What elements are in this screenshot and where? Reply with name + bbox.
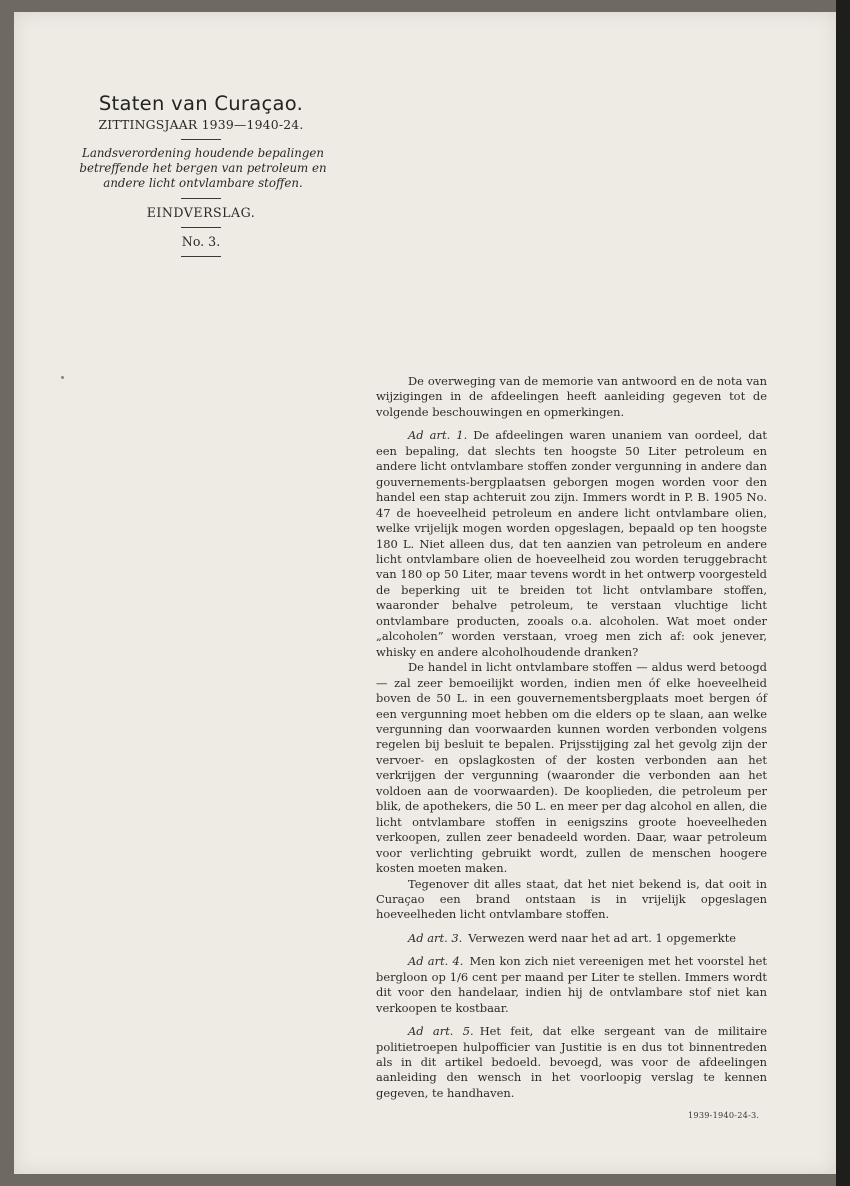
- art1-label: Ad art. 1.: [408, 428, 468, 443]
- art3-paragraph: [376, 931, 767, 946]
- art5-label: Ad art. 5.: [408, 1024, 474, 1039]
- divider-rule: [181, 256, 221, 257]
- art3-label: Ad art. 3.: [408, 930, 463, 945]
- report-body: [376, 374, 767, 1101]
- art4-paragraph: [376, 954, 767, 1016]
- art5-text: Het feit, dat elke sergeant van de militaire politietroepen hulpofficier van Justitie is en dus tot binnentreden als in dit artikel bedoeld. bevoegd, was voor de afdeelingen aanleiding den wensch in het voorloopig verslag te kennen gegeven, te handhaven.: [376, 1024, 767, 1100]
- art5-paragraph: [376, 1024, 767, 1101]
- divider-rule: [181, 139, 221, 140]
- intro-paragraph: De overweging van de memorie van antwoord en de nota van wijzigingen in de afdeelingen heeft aanleiding gegeven tot de volgende beschouwingen en opmerkingen.: [376, 374, 767, 419]
- art4-text: Men kon zich niet vereenigen met het voorstel het bergloon op 1/6 cent per maand per Liter te stellen. Immers wordt dit voor den handelaar, indien hij de ontvlambare stof niet kan verkoopen te kostbaar.: [376, 954, 767, 1015]
- art1-text: De afdeelingen waren unaniem van oordeel, dat een bepaling, dat slechts ten hoogste 50 Liter petroleum en andere licht ontvlambare stoffen zonder vergunning in andere dan gouvernements-bergplaatsen geborgen mogen worden voor den handel een stap achteruit zou zijn. Immers wordt in P. B. 1905 No. 47 de hoeveelheid petroleum en andere licht ontvlambare olien, welke vrijelijk mogen worden opgeslagen, bepaald op ten hoogste 180 L. Niet alleen dus, dat ten aanzien van petroleum en andere licht ontvlambare olien de hoeveelheid zou worden teruggebracht van 180 op 50 Liter, maar tevens wordt in het ontwerp voorgesteld de beperking uit te breiden tot licht ontvlambare stoffen, waaronder behalve petroleum, te verstaan vluchtige licht ontvlambare producten, zooals o.a. alcoholen. Wat moet onder „alcoholen” worden verstaan, vroeg men zich af: ook jenever, whisky en andere alcoholhoudende dranken?: [376, 428, 767, 659]
- art4-label: Ad art. 4.: [408, 954, 464, 969]
- art3-text: Verwezen werd naar het ad art. 1 opgemerkte: [468, 930, 737, 945]
- document-subject: Landsverordening houdende bepalingen betreffende het bergen van petroleum en andere licht ontvlambare stoffen.: [79, 146, 327, 190]
- art1-paragraph-2: De handel in licht ontvlambare stoffen — aldus werd betoogd — zal zeer bemoeilijkt worden, indien men óf elke hoeveelheid boven de 50 L. in een gouvernementsbergplaats moet bergen óf een vergunning moet hebben om die elders op te slaan, aan welke vergunning dan voorwaarden kunnen worden verbonden volgens regelen bij besluit te bepalen. Prijsstijging zal het gevolg zijn der vervoer- en opslagkosten of der kosten verbonden aan het verkrijgen der vergunning (waaronder die verbonden aan het voldoen aan de voorwaarden). De kooplieden, die petroleum per blik, de apothekers, die 50 L. en meer per dag alcohol en allen, die licht ontvlambare stoffen in eenigszins groote hoeveelheden verkoopen, zullen zeer benadeeld worden. Daar, waar petroleum voor verlichting gebruikt wordt, zullen de menschen hoogere kosten moeten maken.: [376, 660, 767, 876]
- divider-rule: [181, 227, 221, 228]
- document-header: [55, 92, 347, 263]
- paper-speck: [61, 376, 64, 379]
- document-number: No. 3.: [181, 234, 221, 249]
- document-type: EINDVERSLAG.: [146, 205, 256, 220]
- art1-paragraph-3: Tegenover dit alles staat, dat het niet bekend is, dat ooit in Curaçao een brand ontstaan is in vrijelijk opgeslagen hoeveelheden licht ontvlambare stoffen.: [376, 876, 767, 922]
- org-title: Staten van Curaçao.: [98, 92, 304, 115]
- divider-rule: [181, 198, 221, 199]
- document-code: 1939-1940-24-3.: [688, 1110, 760, 1120]
- scan-border: [836, 0, 850, 1186]
- art1-paragraph: [376, 428, 767, 660]
- session-line: ZITTINGSJAAR 1939—1940-24.: [98, 117, 304, 132]
